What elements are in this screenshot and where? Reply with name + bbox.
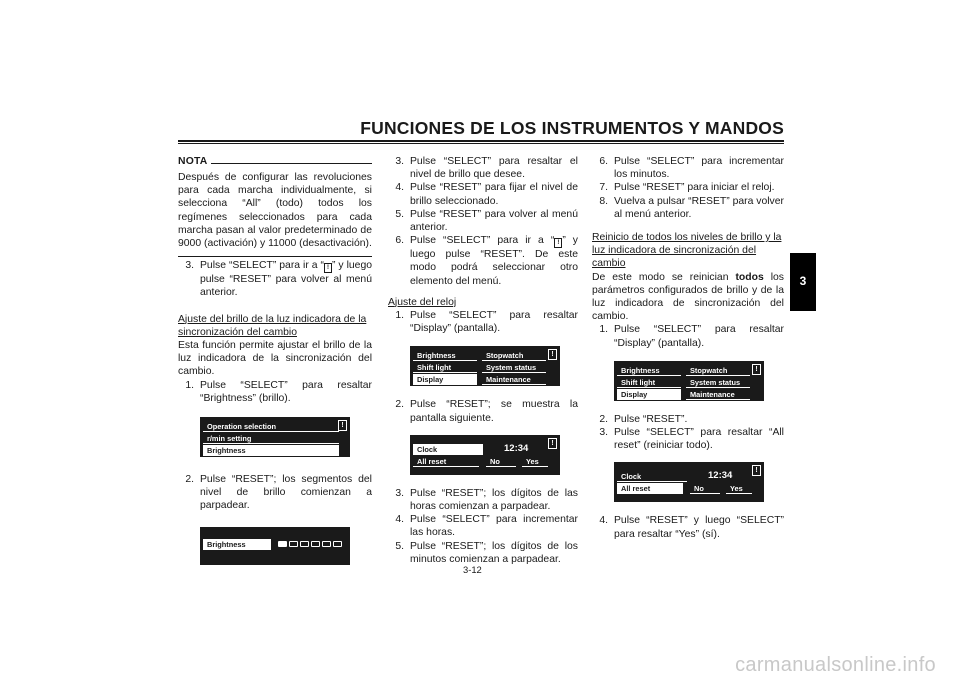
intro-text: los parámetros configurados de brillo y de la luz indicadora de sincronización del cambio. [592, 271, 784, 323]
screen-row-selected: Brightness [203, 445, 339, 456]
screen-option-no: No [486, 456, 516, 467]
step-text: Pulse “RESET”; los segmentos del nivel de brillo comienzan a parpadear. [200, 474, 372, 512]
screen-row: Operation selection [203, 421, 339, 432]
screen-row: System status [686, 377, 750, 388]
list-item [178, 379, 372, 405]
step-text: Pulse “SELECT” para incrementar las horas. [410, 514, 578, 539]
step-number: 2. [599, 413, 608, 425]
step-text: Pulse “RESET”. [614, 413, 688, 425]
brightness-segment [322, 541, 331, 547]
chapter-tab: 3 [790, 253, 816, 311]
step-text: Vuelva a pulsar “RESET” para volver al menú anterior. [614, 195, 784, 220]
intro-text: De este modo se reinician [592, 271, 736, 283]
note-rule [211, 163, 372, 164]
screen-row: Shift light [413, 362, 477, 373]
warning-icon: ! [752, 465, 761, 476]
clock-time: 12:34 [708, 470, 733, 482]
display-screen-clock [410, 435, 560, 475]
display-screen-main-menu [410, 346, 560, 386]
step-text-part: Pulse “SELECT” para ir a “ [200, 260, 324, 272]
step-number: 7. [599, 182, 608, 194]
display-screen-all-reset [614, 462, 764, 502]
list-item [388, 155, 578, 181]
note-end-rule [178, 256, 372, 257]
screen-row: Clock [617, 471, 687, 482]
screen-option-yes: Yes [726, 483, 752, 494]
list-item [388, 208, 578, 234]
screen-row: Stopwatch [482, 350, 546, 361]
step-number: 6. [395, 235, 404, 247]
list-item [388, 181, 578, 207]
screen-row-selected: Clock [413, 444, 483, 455]
list-item [592, 426, 784, 452]
warning-icon: ! [548, 349, 557, 360]
step-text [200, 259, 372, 299]
step-text: Pulse “SELECT” para resaltar “Display” (pantalla). [614, 324, 784, 349]
screen-row: System status [482, 362, 546, 373]
step-text: Pulse “RESET” y luego “SELECT” para resaltar “Yes” (sí). [614, 515, 784, 540]
step-number: 2. [185, 474, 194, 486]
note-text: Después de configurar las revoluciones para cada marcha individualmente, si selecciona “All” (todo) todos los regímenes seleccionados para cada marcha pasan al valor predeterminado de 9000 (activación) y 11000 (desactivación). [178, 172, 372, 250]
list-item [592, 413, 784, 426]
list-item [592, 323, 784, 349]
step-number: 8. [599, 195, 608, 207]
step-number: 2. [395, 399, 404, 411]
screen-row: Brightness [617, 365, 681, 376]
step-text: Pulse “SELECT” para resaltar “Brightness” (brillo). [200, 379, 372, 404]
screen-row: All reset [413, 456, 479, 467]
step-text: Pulse “RESET” para fijar el nivel de brillo seleccionado. [410, 182, 578, 207]
step-number: 3. [395, 156, 404, 167]
step-number: 5. [395, 540, 404, 552]
screen-row-selected: Brightness [203, 539, 271, 550]
list-item [388, 540, 578, 566]
list-item [388, 234, 578, 288]
list-item [592, 195, 784, 221]
note-header [178, 155, 372, 169]
step-number: 4. [599, 515, 608, 527]
brightness-segment [333, 541, 342, 547]
step-text: Pulse “RESET”; se muestra la pantalla siguiente. [410, 399, 578, 424]
screen-row: Stopwatch [686, 365, 750, 376]
warning-icon: ! [752, 364, 761, 375]
step-number: 1. [395, 310, 404, 322]
step-text-part: Pulse “SELECT” para ir a “ [410, 235, 555, 247]
screen-row-selected: All reset [617, 483, 683, 494]
list-item [592, 514, 784, 540]
header-rule-thin [178, 143, 784, 144]
header-rule [178, 140, 784, 142]
step-text-part: ” y luego pulse “RESET” para volver al menú anterior. [200, 260, 372, 299]
list-item [178, 473, 372, 513]
display-screen-menu [200, 417, 350, 457]
screen-row-selected: Display [413, 374, 477, 385]
step-number: 1. [599, 324, 608, 336]
brightness-segment [289, 541, 298, 547]
display-screen-main-menu [614, 361, 764, 401]
list-item [592, 155, 784, 181]
list-item [388, 309, 578, 335]
list-item [388, 487, 578, 513]
section-intro: Esta función permite ajustar el brillo de la luz indicadora de la sincronización del cambio. [178, 340, 372, 378]
list-item [388, 398, 578, 424]
page-title: FUNCIONES DE LOS INSTRUMENTOS Y MANDOS [360, 118, 784, 138]
section-heading: Ajuste del reloj [388, 296, 457, 308]
watermark: carmanualsonline.info [735, 653, 936, 676]
brightness-segment [311, 541, 320, 547]
step-text: Pulse “SELECT” para resaltar el nivel de brillo que desee. [410, 156, 578, 181]
screen-option-yes: Yes [522, 456, 548, 467]
step-text: Pulse “SELECT” para resaltar “Display” (pantalla). [410, 310, 578, 335]
step-number: 3. [395, 487, 404, 499]
step-number: 4. [395, 182, 404, 194]
display-screen-brightness [200, 527, 350, 565]
column-1 [178, 155, 372, 574]
column-3 [592, 155, 784, 541]
step-text: Pulse “SELECT” para resaltar “All reset” (reiniciar todo). [614, 427, 784, 452]
screen-option-no: No [690, 483, 720, 494]
step-text: Pulse “SELECT” para incrementar los minutos. [614, 156, 784, 181]
step-text: Pulse “RESET” para volver al menú anterior. [410, 208, 578, 234]
section-heading: Reinicio de todos los niveles de brillo y la luz indicadora de sincronización del cambio [592, 232, 782, 270]
section-intro [592, 271, 784, 324]
step-number: 1. [185, 379, 194, 391]
warning-icon: ! [554, 238, 562, 248]
screen-row: Brightness [413, 350, 477, 361]
list-item [388, 513, 578, 539]
list-item [178, 259, 372, 299]
screen-row: Shift light [617, 377, 681, 388]
intro-bold: todos [735, 271, 764, 283]
step-text: Pulse “RESET”; los dígitos de las horas comienzan a parpadear. [410, 487, 578, 513]
clock-time: 12:34 [504, 442, 529, 454]
warning-icon: ! [548, 438, 557, 449]
step-number: 4. [395, 514, 404, 526]
note-label: NOTA [178, 156, 208, 168]
warning-icon: ! [324, 263, 332, 273]
screen-row: r/min setting [203, 433, 339, 444]
column-2 [388, 155, 578, 566]
step-number: 5. [395, 208, 404, 220]
step-text: Pulse “RESET”; los dígitos de los minutos comienzan a parpadear. [410, 540, 578, 565]
page-number: 3-12 [463, 564, 482, 575]
step-number: 3. [599, 427, 608, 439]
screen-row-selected: Display [617, 389, 681, 400]
step-number: 6. [599, 156, 608, 167]
list-item [592, 181, 784, 194]
screen-row: Maintenance [686, 389, 750, 400]
brightness-segment [278, 541, 287, 547]
warning-icon: ! [338, 420, 347, 431]
step-text: Pulse “RESET” para iniciar el reloj. [614, 182, 775, 194]
screen-row: Maintenance [482, 374, 546, 385]
step-text [410, 234, 578, 288]
brightness-segment [300, 541, 309, 547]
section-heading: Ajuste del brillo de la luz indicadora de la sincronización del cambio [178, 313, 367, 338]
step-text-part: ” y luego pulse “RESET”. De este modo podrá seleccionar otro elemento del menú. [410, 235, 579, 287]
step-number: 3. [185, 260, 194, 272]
